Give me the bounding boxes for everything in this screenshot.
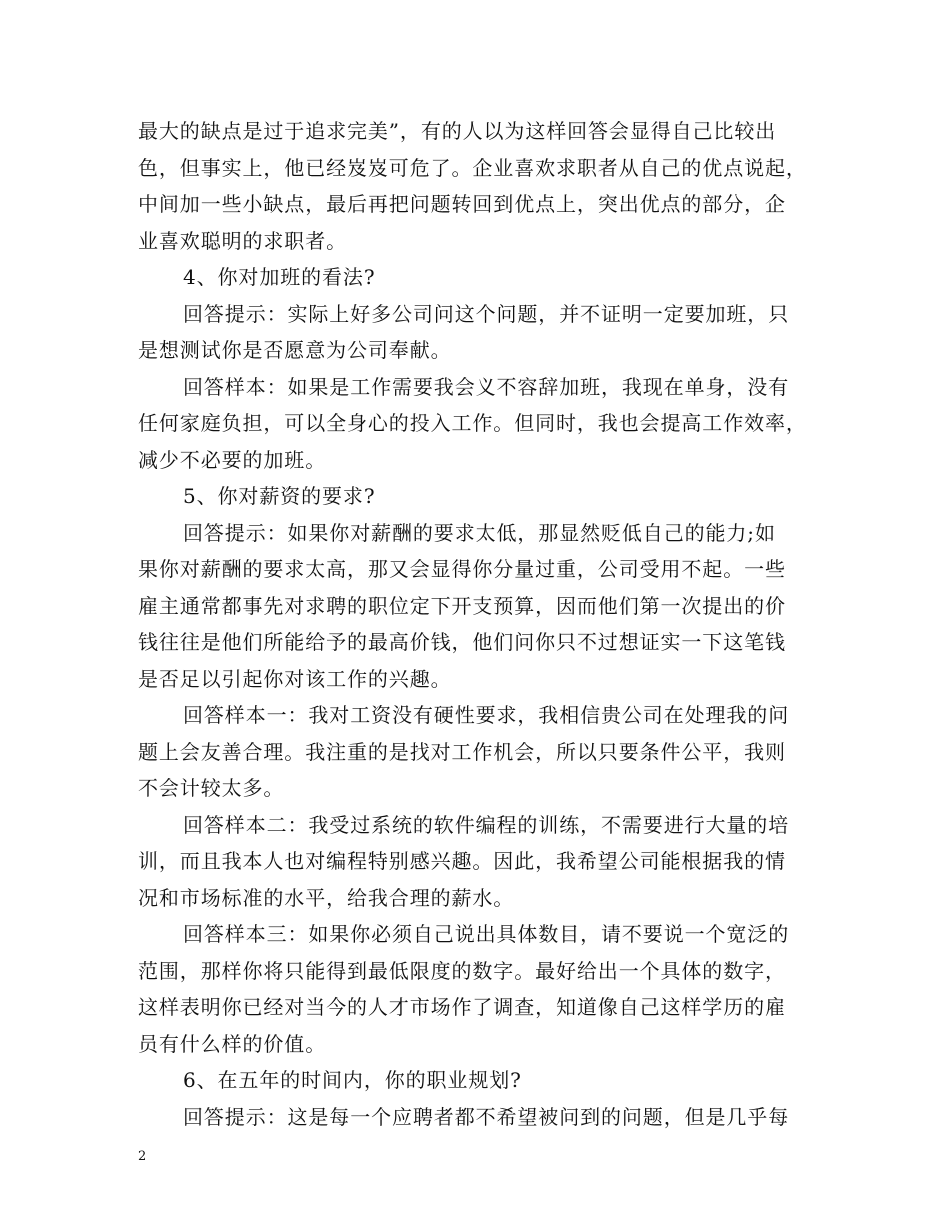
text-line: 6、在五年的时间内，你的职业规划? <box>183 1068 522 1092</box>
text-line: 色，但事实上，他已经岌岌可危了。企业喜欢求职者从自己的优点说起， <box>138 155 807 180</box>
text-line: 雇主通常都事先对求聘的职位定下开支预算，因而他们第一次提出的价 <box>138 593 786 618</box>
body-text <box>138 113 818 1135</box>
text-line: 训，而且我本人也对编程特别感兴趣。因此，我希望公司能根据我的情 <box>138 849 786 873</box>
text-line: 5、你对薪资的要求? <box>183 484 376 508</box>
text-line: 钱往往是他们所能给予的最高价钱，他们问你只不过想证实一下这笔钱 <box>138 630 786 654</box>
text-line: 不会计较太多。 <box>138 776 285 800</box>
page-number: 2 <box>138 1149 147 1164</box>
text-line: 最大的缺点是过于追求完美”，有的人以为这样回答会显得自己比较出 <box>138 119 777 143</box>
text-line: 员有什么样的价值。 <box>138 1031 327 1056</box>
text-line: 任何家庭负担，可以全身心的投入工作。但同时，我也会提高工作效率， <box>138 411 807 435</box>
text-line: 题上会友善合理。我注重的是找对工作机会，所以只要条件公平，我则 <box>138 739 786 764</box>
text-line: 回答样本：如果是工作需要我会义不容辞加班，我现在单身，没有 <box>183 374 790 399</box>
text-line: 回答样本二：我受过系统的软件编程的训练，不需要进行大量的培 <box>183 812 790 837</box>
text-line: 是想测试你是否愿意为公司奉献。 <box>138 338 452 362</box>
text-line: 这样表明你已经对当今的人才市场作了调查，知道像自己这样学历的雇 <box>138 995 786 1019</box>
text-line: 果你对薪酬的要求太高，那又会显得你分量过重，公司受用不起。一些 <box>138 557 786 581</box>
text-line: 回答样本一：我对工资没有硬性要求，我相信贵公司在处理我的问 <box>183 703 790 727</box>
text-line: 是否足以引起你对该工作的兴趣。 <box>138 666 452 691</box>
text-line: 4、你对加班的看法? <box>183 265 376 289</box>
text-line: 回答提示：如果你对薪酬的要求太低，那显然贬低自己的能力;如 <box>183 520 776 545</box>
text-line: 范围，那样你将只能得到最低限度的数字。最好给出一个具体的数字， <box>138 958 786 983</box>
text-line: 中间加一些小缺点，最后再把问题转回到优点上，突出优点的部分，企 <box>138 192 786 216</box>
text-line: 回答提示：这是每一个应聘者都不希望被问到的问题，但是几乎每 <box>183 1104 790 1129</box>
text-line: 回答样本三：如果你必须自己说出具体数目，请不要说一个宽泛的 <box>183 922 790 946</box>
text-line: 减少不必要的加班。 <box>138 447 327 472</box>
text-line: 回答提示：实际上好多公司问这个问题，并不证明一定要加班，只 <box>183 301 790 326</box>
text-line: 业喜欢聪明的求职者。 <box>138 228 347 253</box>
text-line: 况和市场标准的水平，给我合理的薪水。 <box>138 885 515 910</box>
